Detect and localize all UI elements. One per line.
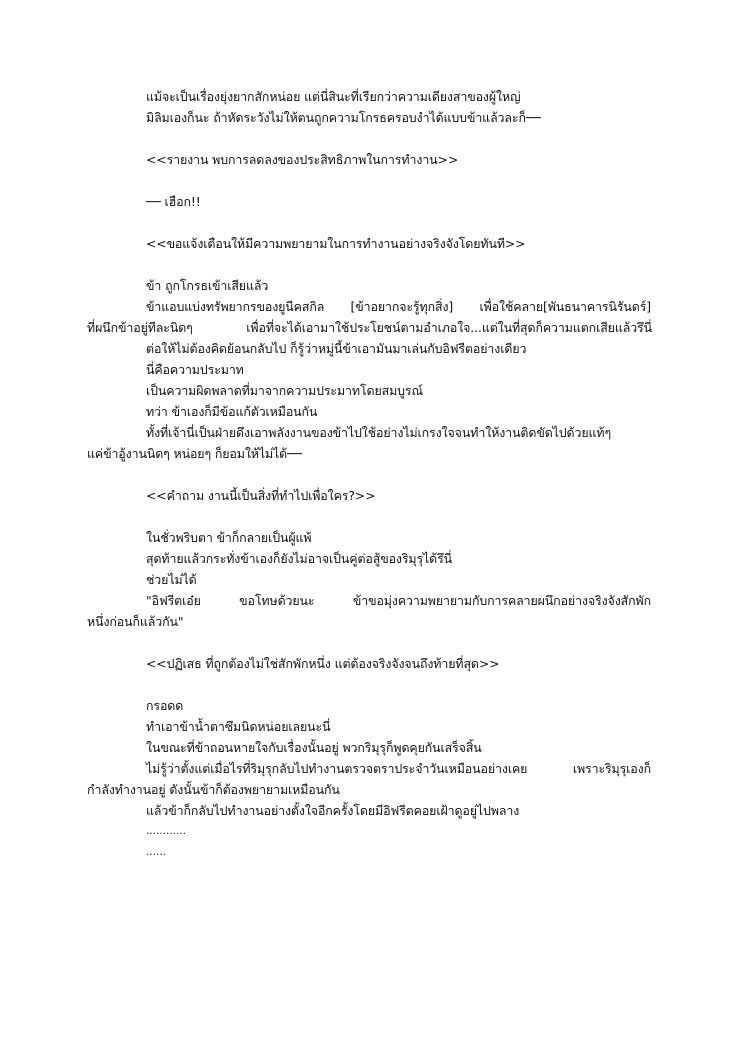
paragraph-line: ทว่า ข้าเองก็มีข้อแก้ตัวเหมือนกัน — [146, 404, 318, 419]
dialogue-line: "อิฟรีตเอ๋ย ขอโทษด้วยนะ ข้าขอมุ่งความพยายามกับการคลายผนึกอย่างจริงจังสักพัก — [146, 593, 651, 608]
paragraph-line: แม้จะเป็นเรื่องยุ่งยากสักหน่อย แต่นี่สินะที่เรียกว่าความเดียงสาของผู้ใหญ่ — [146, 89, 521, 104]
paragraph-line: เป็นความผิดพลาดที่มาจากความประมาทโดยสมบูรณ์ — [146, 383, 423, 398]
ellipsis-line: ………… — [146, 826, 186, 837]
system-message: <<ปฏิเสธ ที่ถูกต้องไม่ใช่สักพักหนึ่ง แต่ต้องจริงจังจนถึงท้ายที่สุด>> — [146, 656, 500, 671]
paragraph-line: ในชั่วพริบตา ข้าก็กลายเป็นผู้แพ้ — [146, 530, 312, 545]
dialogue-line: หนึ่งก่อนก็แล้วกัน" — [87, 614, 184, 629]
system-message: <<รายงาน พบการลดลงของประสิทธิภาพในการทำงาน>> — [146, 152, 459, 167]
paragraph-line: ข้าแอบแบ่งทรัพยากรของยูนีคสกิล [ข้าอยากจะรู้ทุกสิ่ง] เพื่อใช้คลาย[พันธนาคารนิรันดร์] — [146, 299, 651, 314]
paragraph-line: ในขณะที่ข้าถอนหายใจกับเรื่องนั้นอยู่ พวกริมุรุก็พูดคุยกันเสร็จสิ้น — [146, 740, 482, 755]
paragraph-line: แล้วข้าก็กลับไปทำงานอย่างตั้งใจอีกครั้งโดยมีอิฟรีตคอยเฝ้าดูอยู่ไปพลาง — [146, 803, 520, 818]
paragraph-line: ข้า ถูกโกรธเข้าเสียแล้ว — [146, 278, 269, 293]
paragraph-line: ที่ผนึกข้าอยู่ทีละนิดๆ เพื่อที่จะได้เอามาใช้ประโยชน์ตามอำเภอใจ...แต่ในที่สุดก็ความแตกเสียแล้วรึนี่ — [87, 320, 652, 335]
paragraph-line: ต่อให้ไม่ต้องคิดย้อนกลับไป ก็รู้ว่าหมู่นี้ข้าเอามันมาเล่นกับอิฟรีตอย่างเดียว — [146, 341, 527, 356]
system-message: <<คำถาม งานนี้เป็นสิ่งที่ทำไปเพื่อใคร?>> — [146, 488, 376, 503]
ellipsis-line: …… — [146, 847, 166, 858]
paragraph-line: กำลังทำงานอยู่ ดังนั้นข้าก็ต้องพยายามเหมือนกัน — [87, 782, 340, 797]
paragraph-line: แค่ข้าอู้งานนิดๆ หน่อยๆ ก็ยอมให้ไม่ได้── — [87, 446, 302, 461]
paragraph-line: มิลิมเองก็นะ ถ้าหัดระวังไม่ให้ตนถูกความโกรธครอบงำได้แบบข้าแล้วละก็── — [146, 110, 541, 125]
paragraph-line: ไม่รู้ว่าตั้งแต่เมื่อไรที่ริมุรุกลับไปทำงานตรวจตราประจำวันเหมือนอย่างเคย เพราะริมุรุเองก็ — [146, 761, 651, 776]
paragraph-line: ทั้งที่เจ้านี่เป็นฝ่ายดึงเอาพลังงานของข้าไปใช้อย่างไม่เกรงใจจนทำให้งานติดขัดไปด้วยแท้ๆ — [146, 425, 612, 440]
paragraph-line: กรอดด — [146, 698, 184, 713]
system-message: <<ขอแจ้งเตือนให้มีความพยายามในการทำงานอย่างจริงจังโดยทันที>> — [146, 236, 526, 251]
paragraph-line: ช่วยไม่ได้ — [146, 572, 197, 587]
paragraph-line: นี่คือความประมาท — [146, 362, 244, 377]
paragraph-line: ── เฮือก!! — [146, 194, 201, 209]
paragraph-line: ทำเอาข้าน้ำตาซึมนิดหน่อยเลยนะนี่ — [146, 719, 331, 734]
paragraph-line: สุดท้ายแล้วกระทั่งข้าเองก็ยังไม่อาจเป็นคู่ต่อสู้ของริมุรุได้รึนี่ — [146, 551, 453, 566]
